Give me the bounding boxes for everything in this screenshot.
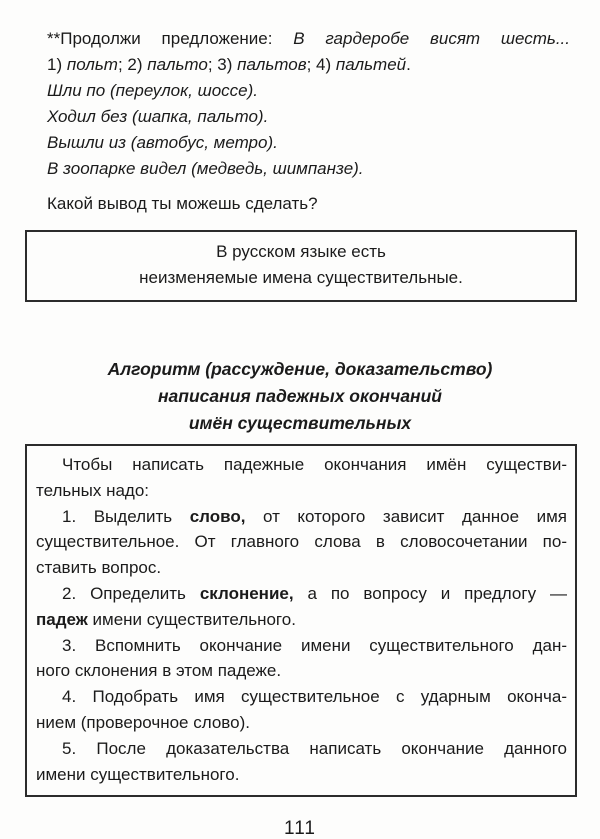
example-line: Ходил без (шапка, пальто). (47, 107, 269, 126)
exercise-block (47, 26, 570, 217)
task-italic-text: В гардеробе висят шесть... (293, 29, 570, 48)
example-line: Вышли из (автобус, метро). (47, 133, 278, 152)
page-number: 111 (284, 818, 316, 839)
algorithm-box (25, 444, 577, 797)
option-word: польт (66, 55, 118, 74)
option-word: пальто (147, 55, 208, 74)
algorithm-line: 3. Вспомнить окончание имени существительного дан- (62, 635, 567, 655)
task-prefix: **Продолжи предложение: (47, 29, 294, 48)
heading-line: Алгоритм (рассуждение, доказательство) (107, 359, 493, 379)
algorithm-line: 5. После доказательства написать окончание данного (62, 738, 567, 758)
algorithm-line: тельных надо: (36, 480, 150, 500)
heading-line: написания падежных окончаний (157, 386, 443, 406)
option-word: пальтов (237, 55, 307, 74)
conclusion-box (25, 230, 577, 302)
algorithm-line: падеж имени существительного. (36, 609, 296, 629)
option-number: ; 4) (306, 55, 336, 74)
algorithm-heading (30, 356, 570, 437)
algorithm-line: ставить вопрос. (36, 558, 162, 578)
option-number: ; 2) (117, 55, 148, 74)
algorithm-line: 4. Подобрать имя существительное с ударным оконча- (62, 687, 567, 707)
example-line: В зоопарке видел (медведь, шимпанзе). (47, 159, 364, 178)
conclusion-line: В русском языке есть (216, 242, 386, 261)
algorithm-line: существительное. От главного слова в словосочетании по- (36, 532, 567, 552)
options-line (47, 52, 570, 78)
example-line: Шли по (переулок, шоссе). (47, 81, 258, 100)
algorithm-line: нием (проверочное слово). (36, 712, 250, 732)
algorithm-line: 2. Определить склонение, а по вопросу и предлогу — (62, 583, 567, 603)
algorithm-line: 1. Выделить слово, от которого зависит данное имя (62, 506, 567, 526)
algorithm-line: имени существительного. (36, 764, 240, 784)
option-number: 1) (47, 55, 67, 74)
option-number: ; 3) (207, 55, 238, 74)
question-line: Какой вывод ты можешь сделать? (47, 194, 318, 213)
option-word: пальтей (335, 55, 407, 74)
algorithm-line: ного склонения в этом падеже. (36, 661, 282, 681)
heading-line: имён существительных (188, 413, 412, 433)
option-end: . (406, 55, 411, 74)
task-line (47, 26, 570, 52)
conclusion-line: неизменяемые имена существительные. (139, 268, 463, 287)
algorithm-line: Чтобы написать падежные окончания имён существи- (62, 455, 567, 474)
